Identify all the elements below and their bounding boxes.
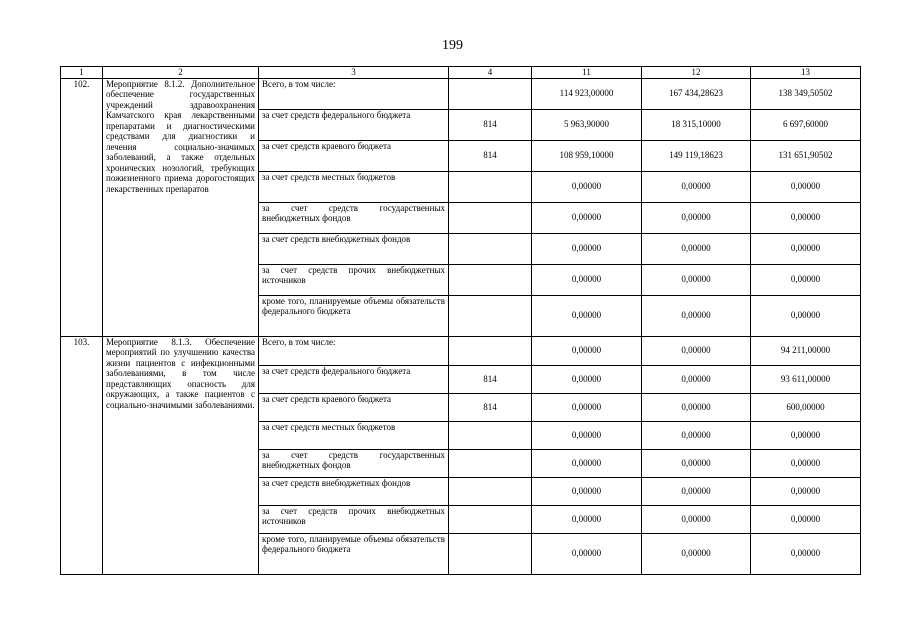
department-code — [449, 202, 532, 233]
funding-source: за счет средств государственных внебюджетных фондов — [259, 449, 449, 477]
department-code — [449, 233, 532, 264]
event-description: Мероприятие 8.1.3. Обеспечение мероприятий по улучшению качества жизни пациентов с инфекционными заболеваниями, в том числе представляющих опасность для окружающих, а также пациентов с социально-значимыми заболеваниями. — [103, 336, 259, 574]
funding-source: за счет средств государственных внебюджетных фондов — [259, 202, 449, 233]
table-row — [61, 336, 861, 365]
department-code — [449, 78, 532, 109]
value-col-12: 0,00000 — [642, 477, 751, 505]
funding-source: за счет средств краевого бюджета — [259, 393, 449, 421]
department-code: 814 — [449, 365, 532, 393]
value-col-13: 0,00000 — [751, 477, 861, 505]
event-description: Мероприятие 8.1.2. Дополнительное обеспечение государственных учреждений здравоохранения Камчатского края лекарственными препаратами и диагностическими средствами для диагностики и лечения социально-значимых заболеваний, а также отдельных хронических нозологий, требующих пожизненного приема дорогостоящих лекарственных препаратов — [103, 78, 259, 336]
department-code: 814 — [449, 140, 532, 171]
funding-source: за счет средств прочих внебюджетных источников — [259, 505, 449, 533]
column-header: 3 — [259, 67, 449, 79]
department-code: 814 — [449, 393, 532, 421]
funding-source: Всего, в том числе: — [259, 336, 449, 365]
department-code — [449, 477, 532, 505]
column-header: 13 — [751, 67, 861, 79]
value-col-12: 167 434,28623 — [642, 78, 751, 109]
value-col-12: 18 315,10000 — [642, 109, 751, 140]
page-number: 199 — [442, 38, 463, 53]
row-number: 103. — [61, 336, 103, 574]
value-col-13: 0,00000 — [751, 233, 861, 264]
column-header: 12 — [642, 67, 751, 79]
row-number: 102. — [61, 78, 103, 336]
funding-source: за счет средств прочих внебюджетных источников — [259, 264, 449, 295]
value-col-11: 0,00000 — [532, 336, 642, 365]
value-col-13: 138 349,50502 — [751, 78, 861, 109]
value-col-12: 0,00000 — [642, 393, 751, 421]
department-code — [449, 449, 532, 477]
value-col-11: 0,00000 — [532, 393, 642, 421]
value-col-11: 0,00000 — [532, 202, 642, 233]
value-col-12: 0,00000 — [642, 336, 751, 365]
column-header: 11 — [532, 67, 642, 79]
value-col-13: 131 651,90502 — [751, 140, 861, 171]
value-col-12: 0,00000 — [642, 264, 751, 295]
value-col-13: 0,00000 — [751, 202, 861, 233]
department-code — [449, 171, 532, 202]
funding-source: за счет средств внебюджетных фондов — [259, 233, 449, 264]
value-col-12: 0,00000 — [642, 295, 751, 336]
value-col-11: 0,00000 — [532, 365, 642, 393]
value-col-12: 0,00000 — [642, 533, 751, 574]
value-col-13: 93 611,00000 — [751, 365, 861, 393]
header-row — [61, 67, 861, 79]
value-col-12: 0,00000 — [642, 421, 751, 449]
funding-source: кроме того, планируемые объемы обязательств федерального бюджета — [259, 295, 449, 336]
value-col-13: 0,00000 — [751, 171, 861, 202]
funding-source: за счет средств местных бюджетов — [259, 421, 449, 449]
department-code — [449, 421, 532, 449]
value-col-11: 108 959,10000 — [532, 140, 642, 171]
funding-source: кроме того, планируемые объемы обязательств федерального бюджета — [259, 533, 449, 574]
column-header: 2 — [103, 67, 259, 79]
value-col-12: 0,00000 — [642, 449, 751, 477]
column-header: 1 — [61, 67, 103, 79]
value-col-13: 6 697,60000 — [751, 109, 861, 140]
value-col-11: 0,00000 — [532, 505, 642, 533]
value-col-13: 600,00000 — [751, 393, 861, 421]
value-col-12: 0,00000 — [642, 171, 751, 202]
value-col-11: 0,00000 — [532, 477, 642, 505]
funding-source: за счет средств внебюджетных фондов — [259, 477, 449, 505]
table-row — [61, 78, 861, 109]
value-col-13: 0,00000 — [751, 533, 861, 574]
value-col-11: 5 963,90000 — [532, 109, 642, 140]
department-code — [449, 295, 532, 336]
value-col-13: 0,00000 — [751, 295, 861, 336]
department-code: 814 — [449, 109, 532, 140]
value-col-11: 0,00000 — [532, 533, 642, 574]
funding-source: за счет средств местных бюджетов — [259, 171, 449, 202]
department-code — [449, 264, 532, 295]
department-code — [449, 505, 532, 533]
department-code — [449, 336, 532, 365]
value-col-11: 0,00000 — [532, 295, 642, 336]
value-col-13: 0,00000 — [751, 264, 861, 295]
value-col-12: 0,00000 — [642, 365, 751, 393]
funding-source: за счет средств краевого бюджета — [259, 140, 449, 171]
value-col-13: 0,00000 — [751, 449, 861, 477]
column-header: 4 — [449, 67, 532, 79]
funding-source: за счет средств федерального бюджета — [259, 365, 449, 393]
value-col-13: 0,00000 — [751, 421, 861, 449]
value-col-11: 0,00000 — [532, 421, 642, 449]
department-code — [449, 533, 532, 574]
value-col-12: 0,00000 — [642, 505, 751, 533]
value-col-11: 0,00000 — [532, 171, 642, 202]
value-col-13: 94 211,00000 — [751, 336, 861, 365]
value-col-12: 149 119,18623 — [642, 140, 751, 171]
value-col-11: 0,00000 — [532, 233, 642, 264]
value-col-11: 0,00000 — [532, 449, 642, 477]
value-col-11: 0,00000 — [532, 264, 642, 295]
value-col-12: 0,00000 — [642, 233, 751, 264]
value-col-12: 0,00000 — [642, 202, 751, 233]
funding-source: Всего, в том числе: — [259, 78, 449, 109]
value-col-11: 114 923,00000 — [532, 78, 642, 109]
value-col-13: 0,00000 — [751, 505, 861, 533]
budget-table — [60, 66, 861, 575]
funding-source: за счет средств федерального бюджета — [259, 109, 449, 140]
